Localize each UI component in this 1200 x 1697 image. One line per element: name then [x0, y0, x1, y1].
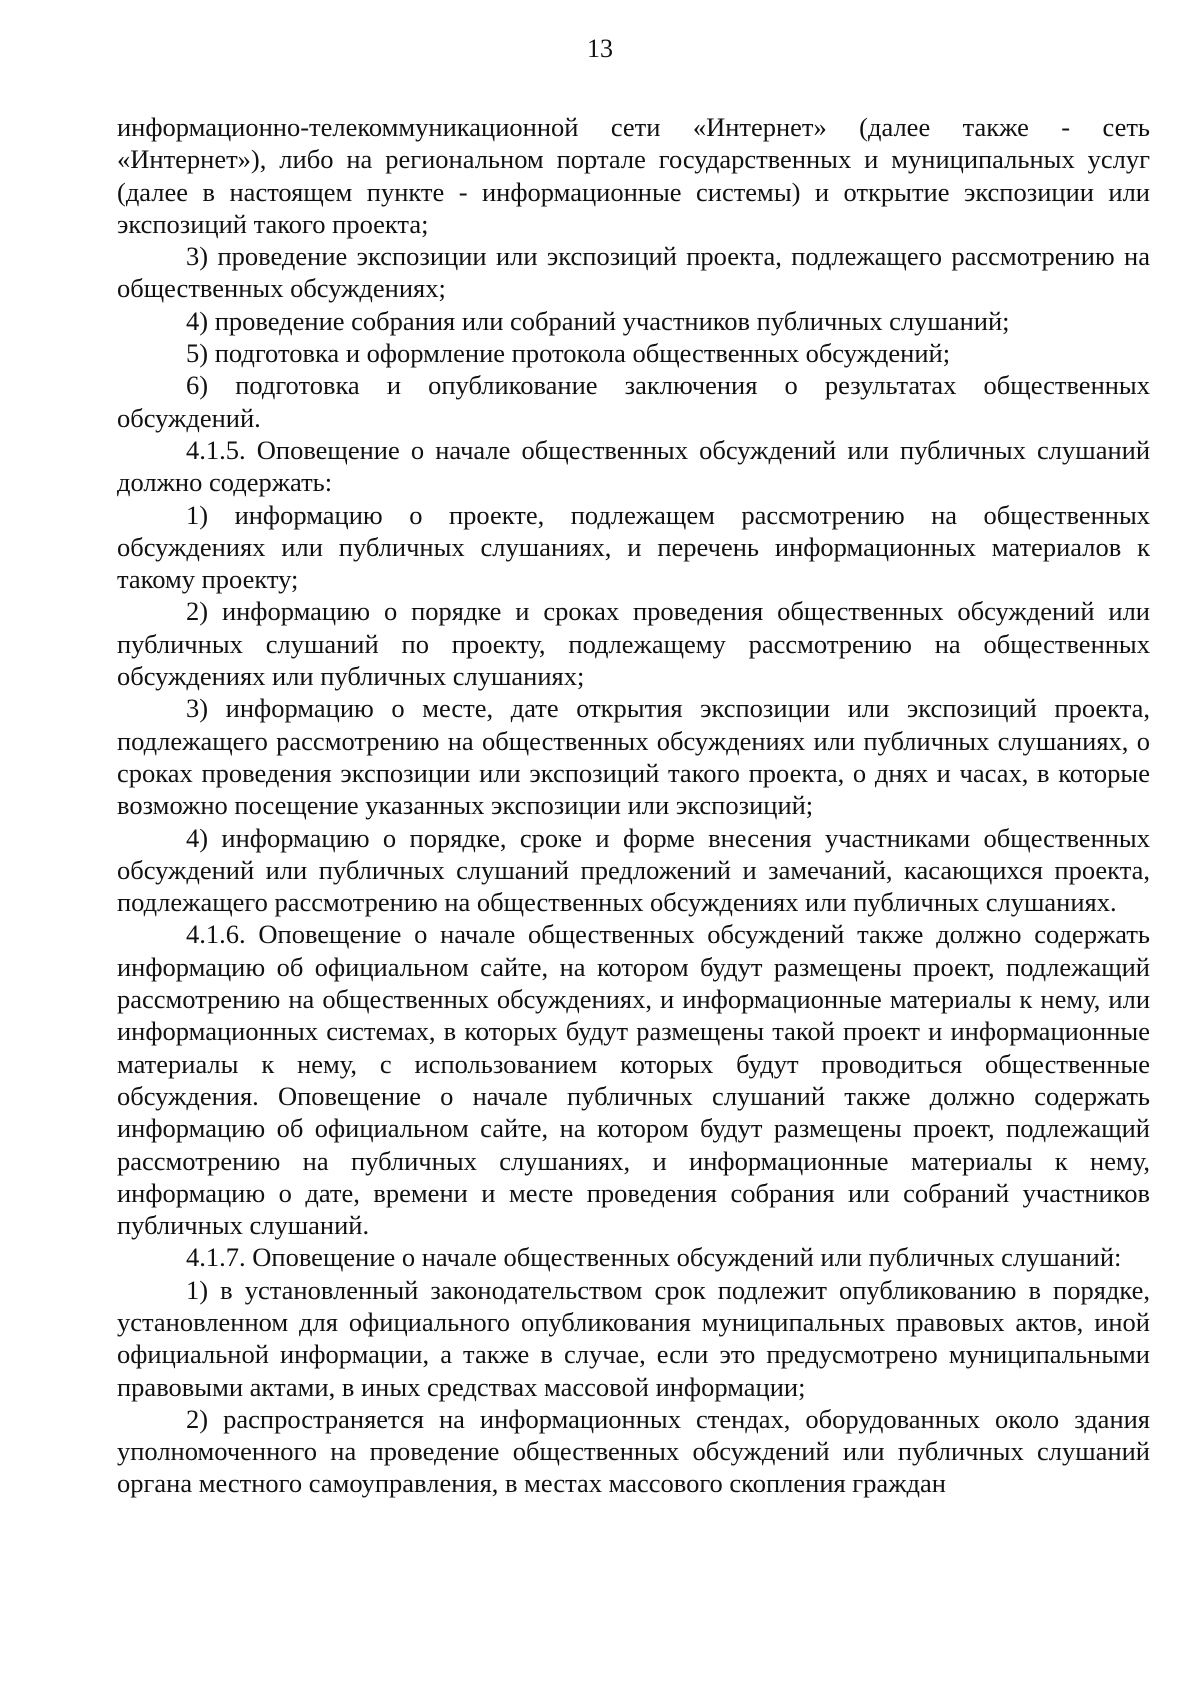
paragraph: 4.1.5. Оповещение о начале общественных обсуждений или публичных слушаний должно содержать: [117, 434, 1150, 498]
page-number: 13 [587, 34, 613, 63]
paragraph: 3) проведение экспозиции или экспозиций проекта, подлежащего рассмотрению на общественных обсуждениях; [117, 241, 1150, 304]
paragraph: 4.1.6. Оповещение о начале общественных обсуждений также должно содержать информацию об официальном сайте, на котором будут размещены проект, подлежащий рассмотрению на общественных обсуждениях, и информационные материалы к нему, или информационных системах, в которых будут размещены такой проект и информационные материалы к нему, с использованием которых будут проводиться общественные обсуждения. Оповещение о начале публичных слушаний также должно содержать информацию об официальном сайте, на котором будут размещены проект, подлежащий рассмотрению на публичных слушаниях, и информационные материалы к нему, информацию о дате, времени и месте проведения собрания или собраний участников публичных слушаний. [117, 919, 1150, 1241]
paragraph: 4.1.7. Оповещение о начале общественных обсуждений или публичных слушаний: [186, 1242, 1122, 1273]
paragraph: 3) информацию о месте, дате открытия экспозиции или экспозиций проекта, подлежащего рассмотрению на общественных обсуждениях или публичных слушаниях, о сроках проведения экспозиции или экспозиций такого проекта, о днях и часах, в которые возможно посещение указанных экспозиции или экспозиций; [117, 693, 1150, 821]
paragraph: 2) информацию о порядке и сроках проведения общественных обсуждений или публичных слушаний по проекту, подлежащему рассмотрению на общественных обсуждениях или публичных слушаниях; [117, 596, 1150, 692]
document-body [117, 111, 1150, 1500]
paragraph: 4) информацию о порядке, сроке и форме внесения участниками общественных обсуждений или публичных слушаний предложений и замечаний, касающихся проекта, подлежащего рассмотрению на общественных обсуждениях или публичных слушаниях. [117, 822, 1150, 918]
paragraph: 5) подготовка и оформление протокола общественных обсуждений; [186, 338, 951, 369]
paragraph: 1) информацию о проекте, подлежащем рассмотрению на общественных обсуждениях или публичных слушаниях, и перечень информационных материалов к такому проекту; [117, 499, 1150, 595]
paragraph: 1) в установленный законодательством срок подлежит опубликованию в порядке, установленном для официального опубликования муниципальных правовых актов, иной официальной информации, а также в случае, если это предусмотрено муниципальными правовыми актами, в иных средствах массовой информации; [117, 1274, 1150, 1402]
paragraph: 6) подготовка и опубликование заключения о результатах общественных обсуждений. [117, 370, 1150, 433]
paragraph: 2) распространяется на информационных стендах, оборудованных около здания уполномоченного на проведение общественных обсуждений или публичных слушаний органа местного самоуправления, в местах массового скопления граждан [117, 1403, 1150, 1499]
paragraph: информационно-телекоммуникационной сети «Интернет» (далее также - сеть «Интернет»), либо на региональном портале государственных и муниципальных услуг (далее в настоящем пункте - информационные системы) и открытие экспозиции или экспозиций такого проекта; [117, 112, 1150, 239]
paragraph: 4) проведение собрания или собраний участников публичных слушаний; [186, 305, 1010, 336]
